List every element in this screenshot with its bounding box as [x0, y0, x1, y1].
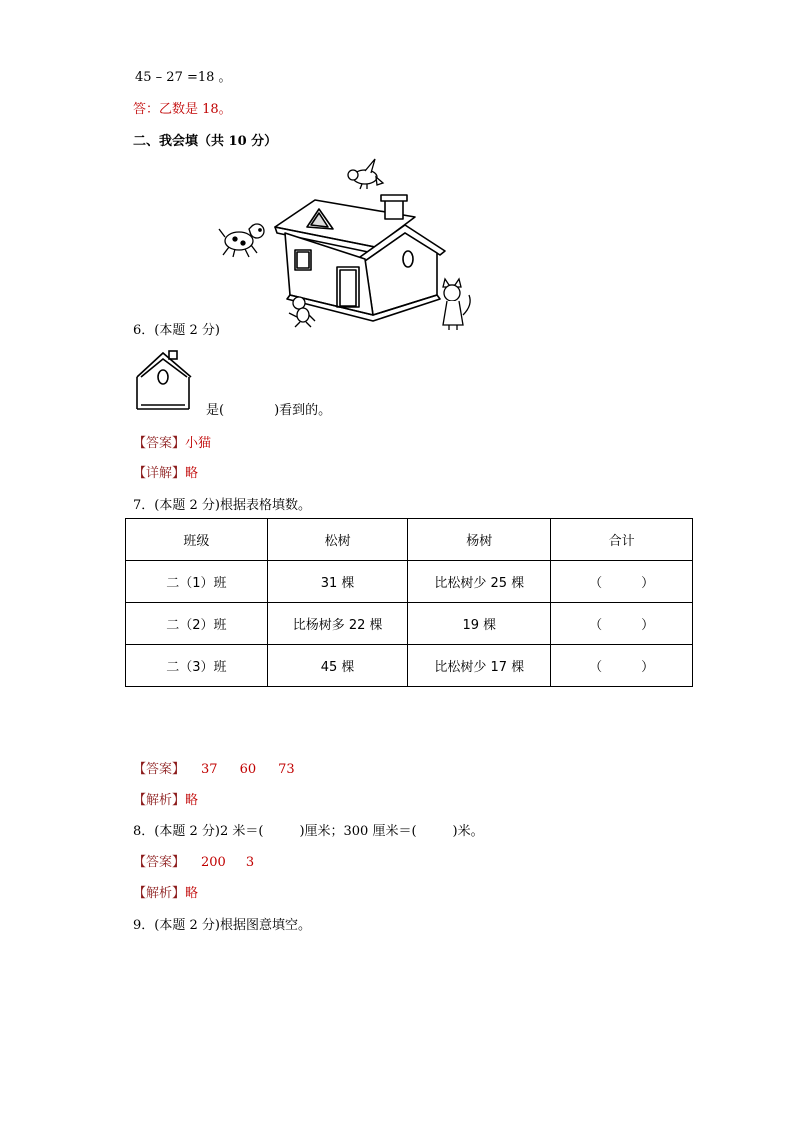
- q6-answer-tag: 【答案】: [133, 436, 186, 451]
- q8-answer-1: 200: [201, 855, 226, 870]
- house-with-animals-illustration: [215, 155, 485, 335]
- q7-analysis-tag: 【解析】: [133, 793, 186, 808]
- bird-drawing: [348, 159, 383, 189]
- q8-part2: )厘米；300 厘米＝(: [299, 824, 417, 839]
- q8-analysis-line: [133, 882, 198, 901]
- table-header-cell: 杨树: [408, 519, 551, 561]
- house-outline-view-icon: [133, 349, 195, 411]
- table-header-cell: 班级: [126, 519, 268, 561]
- q8-prompt-line: [133, 820, 484, 839]
- q6-fill-suffix: )看到的。: [274, 403, 332, 418]
- answer-line: 答：乙数是 18。: [133, 102, 232, 117]
- table-row: [126, 603, 693, 645]
- table-cell: 比松树少 17 棵: [408, 645, 551, 687]
- q8-analysis-tag: 【解析】: [133, 886, 186, 901]
- q6-detail: 略: [185, 466, 199, 481]
- table-row: [126, 645, 693, 687]
- q7-analysis-line: [133, 789, 198, 808]
- q6-answer-line: [133, 432, 211, 451]
- tree-count-table: [125, 518, 693, 687]
- q7-answer-line: [133, 758, 295, 777]
- q7-answer-1: 37: [201, 762, 218, 777]
- q8-analysis: 略: [185, 886, 199, 901]
- q8-answer-tag: 【答案】: [133, 855, 186, 870]
- table-cell: 45 棵: [267, 645, 408, 687]
- q6-detail-tag: 【详解】: [133, 466, 186, 481]
- q7-prompt: 7．(本题 2 分)根据表格填数。: [133, 498, 311, 513]
- q9-prompt: 9．(本题 2 分)根据图意填空。: [133, 918, 311, 933]
- q7-answer-2: 60: [239, 762, 257, 777]
- table-total-blank[interactable]: （ ）: [551, 645, 693, 687]
- q8-answer-line: [133, 851, 254, 870]
- table-total-blank[interactable]: （ ）: [551, 561, 693, 603]
- q6-detail-line: [133, 462, 198, 481]
- table-cell: 二（1）班: [126, 561, 268, 603]
- q7-answer-tag: 【答案】: [133, 762, 186, 777]
- table-cell: 二（3）班: [126, 645, 268, 687]
- section-heading: 二、我会填（共 10 分）: [133, 134, 278, 149]
- q6-number: 6．(本题 2 分): [133, 323, 220, 338]
- table-total-blank[interactable]: （ ）: [551, 603, 693, 645]
- q6-fill-line: [206, 399, 331, 418]
- q6-fill-prefix: 是(: [206, 403, 225, 418]
- q7-answer-3: 73: [278, 762, 295, 777]
- table-cell: 比杨树多 22 棵: [267, 603, 408, 645]
- q8-part1: 8．(本题 2 分)2 米＝(: [133, 824, 264, 839]
- table-row: [126, 561, 693, 603]
- table-cell: 二（2）班: [126, 603, 268, 645]
- equation-line: 45 – 27 =18 。: [135, 70, 232, 85]
- dog-drawing: [219, 224, 264, 257]
- table-header-cell: 松树: [267, 519, 408, 561]
- q8-part3: )米。: [452, 824, 484, 839]
- table-header-cell: 合计: [551, 519, 693, 561]
- q8-answer-2: 3: [245, 855, 255, 870]
- q7-analysis: 略: [185, 793, 199, 808]
- table-cell: 比松树少 25 棵: [408, 561, 551, 603]
- monkey-drawing: [289, 297, 315, 327]
- table-header-row: [126, 519, 693, 561]
- table-cell: 31 棵: [267, 561, 408, 603]
- table-cell: 19 棵: [408, 603, 551, 645]
- cat-drawing: [443, 279, 470, 330]
- q6-answer: 小猫: [185, 436, 212, 451]
